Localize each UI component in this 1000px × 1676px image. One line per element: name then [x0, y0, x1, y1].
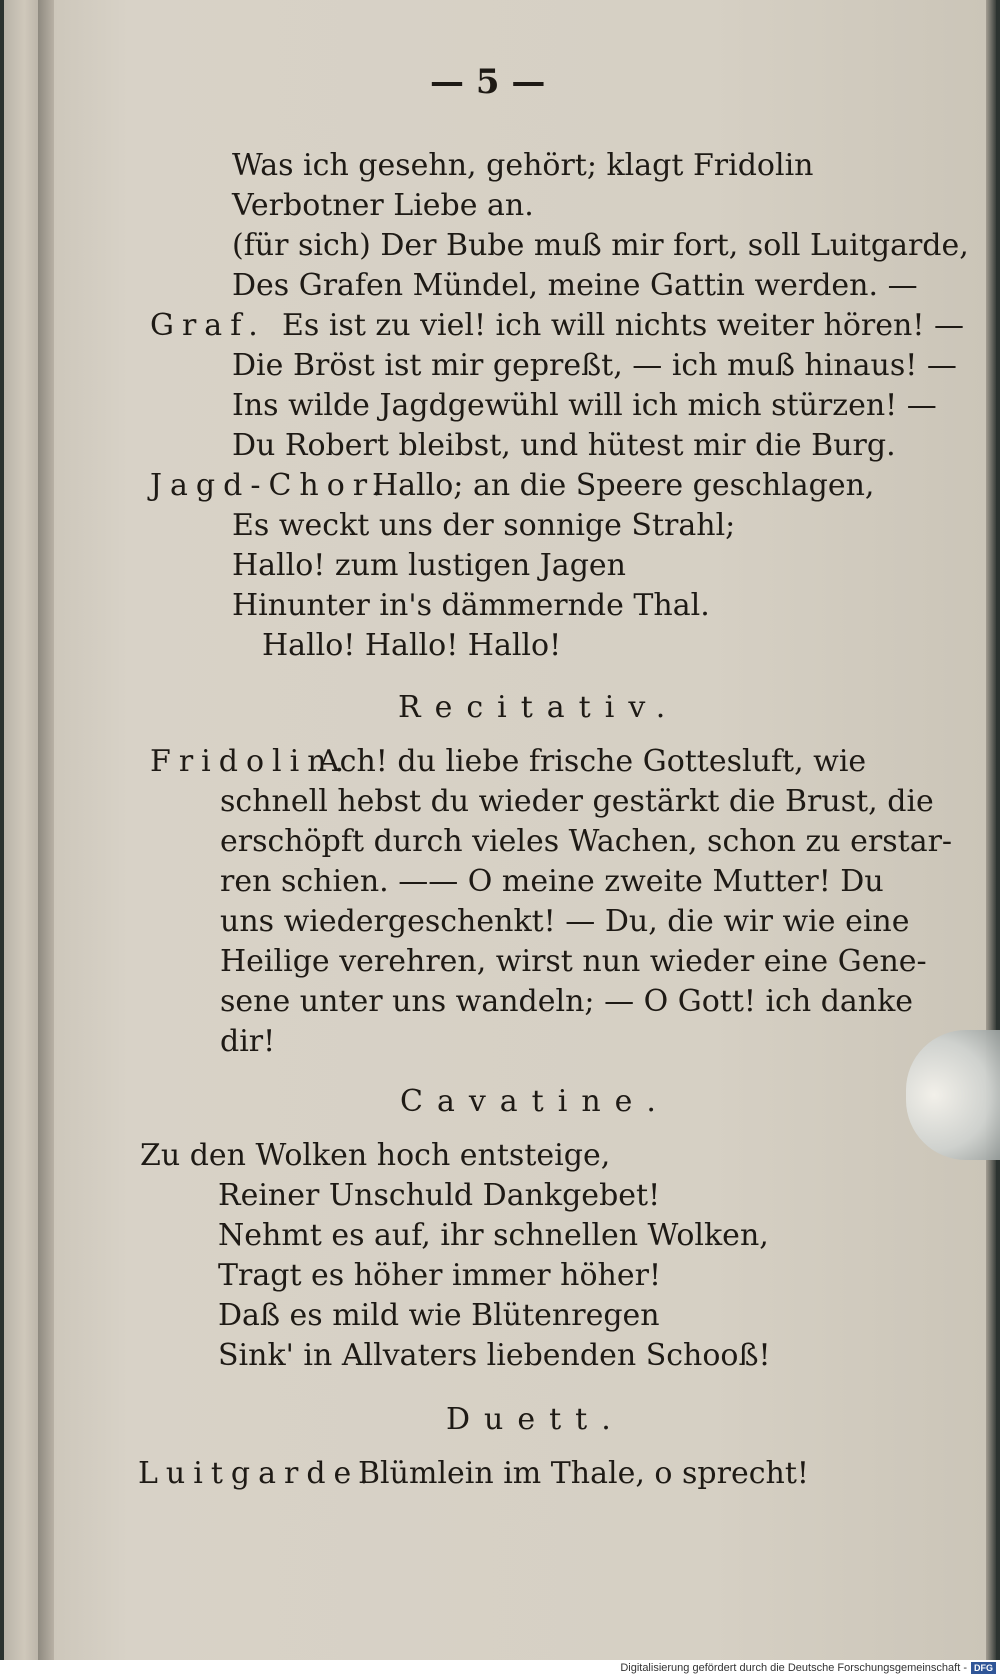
section-heading: Recitativ. [398, 690, 680, 725]
speaker-name: Luitgarde. [138, 1456, 377, 1491]
text-line: Es weckt uns der sonnige Strahl; [232, 508, 736, 543]
section-heading: Duett. [446, 1402, 625, 1437]
text-line: Reiner Unschuld Dankgebet! [218, 1178, 661, 1213]
text-line: Die Bröst ist mir gepreßt, — ich muß hinaus! — [232, 348, 957, 383]
footer-credit: Digitalisierung gefördert durch die Deutsche Forschungsgemeinschaft - [620, 1662, 967, 1674]
page-number: — 5 — [430, 62, 546, 102]
speaker-name: Fridolin. [150, 744, 353, 779]
text-line: Hallo! Hallo! Hallo! [262, 628, 562, 663]
speaker-name: Jagd-Chor. [150, 468, 390, 503]
text-line: Es ist zu viel! ich will nichts weiter hören! — [282, 308, 964, 343]
text-line: Ach! du liebe frische Gottesluft, wie [318, 744, 867, 779]
text-line: Daß es mild wie Blütenregen [218, 1298, 660, 1333]
text-line: dir! [220, 1024, 276, 1059]
text-line: erschöpft durch vieles Wachen, schon zu erstar- [220, 824, 953, 859]
text-line: ren schien. —— O meine zweite Mutter! Du [220, 864, 884, 899]
text-line: Was ich gesehn, gehört; klagt Fridolin [232, 148, 814, 183]
section-heading: Cavatine. [400, 1084, 670, 1119]
digitization-footer [0, 1660, 1000, 1676]
speaker-name: Graf. [150, 308, 266, 343]
text-line: schnell hebst du wieder gestärkt die Brust, die [220, 784, 934, 819]
text-line: sene unter uns wandeln; — O Gott! ich danke [220, 984, 914, 1019]
text-line: Du Robert bleibst, und hütest mir die Burg. [232, 428, 896, 463]
text-line: Hallo! zum lustigen Jagen [232, 548, 626, 583]
text-line: Hallo; an die Speere geschlagen, [372, 468, 875, 503]
text-line: (für sich) Der Bube muß mir fort, soll Luitgarde, [232, 228, 969, 263]
text-line: Ins wilde Jagdgewühl will ich mich stürzen! — [232, 388, 937, 423]
text-line: Des Grafen Mündel, meine Gattin werden. — [232, 268, 918, 303]
text-line: Hinunter in's dämmernde Thal. [232, 588, 710, 623]
text-line: uns wiedergeschenkt! — Du, die wir wie eine [220, 904, 910, 939]
dfg-logo: DFG [971, 1662, 996, 1674]
text-line: Zu den Wolken hoch entsteige, [140, 1138, 611, 1173]
text-line: Verbotner Liebe an. [232, 188, 534, 223]
text-line: Heilige verehren, wirst nun wieder eine Gene- [220, 944, 927, 979]
text-line: Blümlein im Thale, o sprecht! [358, 1456, 809, 1491]
text-line: Tragt es höher immer höher! [218, 1258, 662, 1293]
text-line: Nehmt es auf, ihr schnellen Wolken, [218, 1218, 769, 1253]
text-line: Sink' in Allvaters liebenden Schooß! [218, 1338, 771, 1373]
